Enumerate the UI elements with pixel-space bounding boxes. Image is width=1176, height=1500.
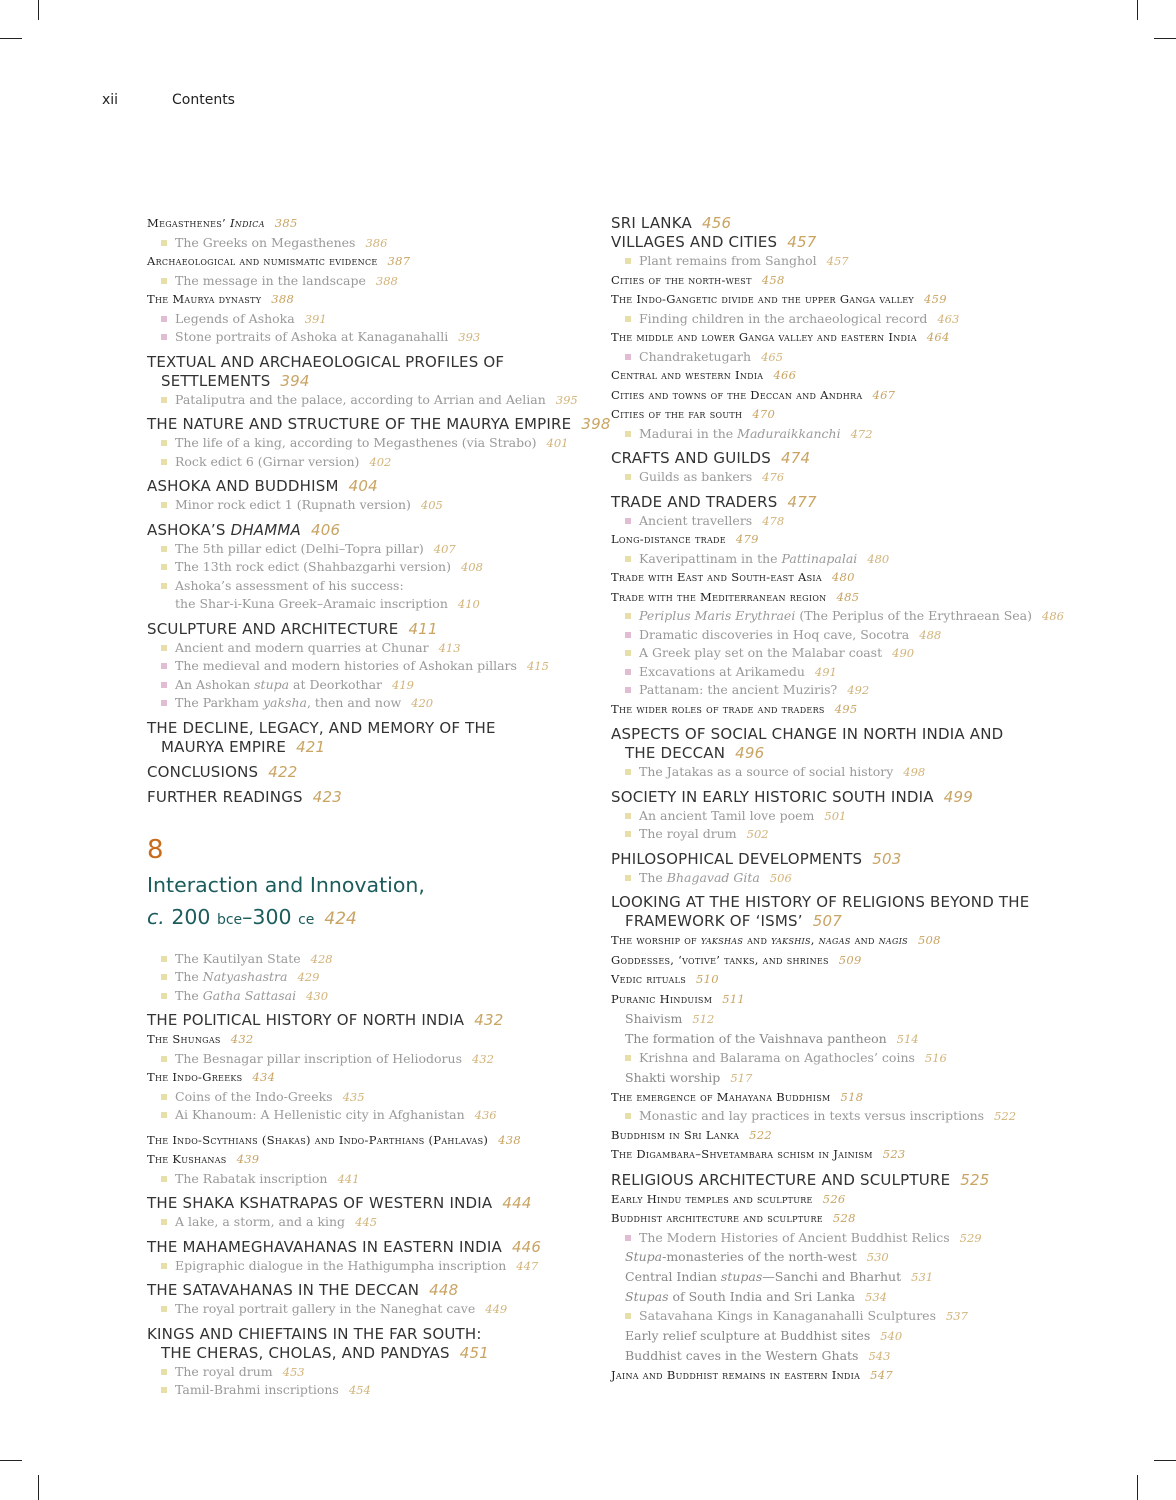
toc-box-entry[interactable]: Guilds as bankers 476 bbox=[611, 468, 1031, 487]
toc-box-entry[interactable]: Ai Khanoum: A Hellenistic city in Afghanistan 436 bbox=[147, 1106, 577, 1125]
bullet-icon bbox=[161, 1387, 167, 1393]
toc-section[interactable]: LOOKING AT THE HISTORY OF RELIGIONS BEYOND THE FRAMEWORK OF ‘ISMS’ 507 bbox=[611, 893, 1030, 930]
crop-mark bbox=[38, 1475, 39, 1500]
bullet-icon bbox=[625, 831, 631, 837]
bullet-icon bbox=[625, 556, 631, 562]
toc-section[interactable]: THE SHAKA KSHATRAPAS OF WESTERN INDIA 444 bbox=[147, 1194, 532, 1212]
toc-entry[interactable]: Buddhist architecture and sculpture 528 bbox=[611, 1211, 856, 1225]
toc-entry[interactable]: The emergence of Mahayana Buddhism 518 bbox=[611, 1089, 864, 1104]
crop-mark bbox=[1137, 0, 1138, 20]
bullet-icon bbox=[161, 459, 167, 465]
toc-subentry[interactable]: Shakti worship 517 bbox=[625, 1069, 753, 1085]
bullet-icon bbox=[161, 974, 167, 980]
toc-entry[interactable]: Vedic rituals 510 bbox=[611, 972, 719, 986]
toc-box-entry[interactable]: Ashoka’s assessment of his success: the Shar-i-Kuna Greek–Aramaic inscription 410 bbox=[147, 577, 577, 614]
bullet-icon bbox=[161, 397, 167, 403]
toc-entry[interactable]: Long-distance trade 479 bbox=[611, 532, 759, 546]
bullet-icon bbox=[625, 669, 631, 675]
toc-section[interactable]: SOCIETY IN EARLY HISTORIC SOUTH INDIA 499 bbox=[611, 787, 973, 806]
toc-section[interactable]: THE DECLINE, LEGACY, AND MEMORY OF THE MAURYA EMPIRE 421 bbox=[147, 718, 496, 756]
bullet-icon bbox=[161, 278, 167, 284]
folio: xii bbox=[102, 92, 119, 108]
toc-box-entry[interactable]: The Modern Histories of Ancient Buddhist Relics 529 bbox=[611, 1229, 1031, 1248]
toc-section[interactable]: THE POLITICAL HISTORY OF NORTH INDIA 432 bbox=[147, 1011, 504, 1029]
chapter-number: 8 bbox=[147, 834, 164, 865]
toc-box-entry[interactable]: The Rabatak inscription 441 bbox=[147, 1170, 577, 1189]
bullet-icon bbox=[161, 240, 167, 246]
toc-section[interactable]: FURTHER READINGS 423 bbox=[147, 787, 342, 806]
toc-box-entry[interactable]: Chandraketugarh 465 bbox=[611, 348, 1031, 367]
toc-entry[interactable]: Goddesses, ‘votive’ tanks, and shrines 509 bbox=[611, 952, 862, 967]
toc-box-entry[interactable]: Krishna and Balarama on Agathocles’ coins 516 bbox=[611, 1049, 1031, 1068]
toc-box-entry[interactable]: Kaveripattinam in the Pattinapalai 480 bbox=[611, 550, 1031, 569]
bullet-icon bbox=[161, 645, 167, 651]
bullet-icon bbox=[625, 354, 631, 360]
bullet-icon bbox=[161, 993, 167, 999]
toc-box-entry[interactable]: Coins of the Indo-Greeks 435 bbox=[147, 1088, 577, 1107]
toc-box-entry[interactable]: Legends of Ashoka 391 bbox=[147, 310, 577, 329]
toc-box-entry[interactable]: The Besnagar pillar inscription of Heliodorus 432 bbox=[147, 1050, 577, 1069]
toc-box-entry[interactable]: Tamil-Brahmi inscriptions 454 bbox=[147, 1381, 577, 1400]
bullet-icon bbox=[161, 1219, 167, 1225]
toc-section[interactable]: PHILOSOPHICAL DEVELOPMENTS 503 bbox=[611, 849, 902, 868]
bullet-icon bbox=[161, 1094, 167, 1100]
bullet-icon bbox=[625, 1113, 631, 1119]
bullet-icon bbox=[161, 1176, 167, 1182]
toc-box-entry[interactable]: The medieval and modern histories of Ashokan pillars 415 bbox=[147, 657, 577, 676]
toc-box-entry[interactable]: Monastic and lay practices in texts versus inscriptions 522 bbox=[611, 1107, 1031, 1126]
toc-entry[interactable]: Cities of the north-west 458 bbox=[611, 272, 785, 287]
toc-entry[interactable]: The Kushanas 439 bbox=[147, 1152, 260, 1166]
bullet-icon bbox=[161, 956, 167, 962]
toc-box-entry[interactable]: The 5th pillar edict (Delhi–Topra pillar) 407 bbox=[147, 540, 577, 559]
crop-mark bbox=[38, 0, 39, 20]
toc-box-entry[interactable]: Excavations at Arikamedu 491 bbox=[611, 663, 1031, 682]
toc-box-entry[interactable]: The royal drum 502 bbox=[611, 825, 1031, 844]
toc-box-entry[interactable]: Rock edict 6 (Girnar version) 402 bbox=[147, 453, 577, 472]
bullet-icon bbox=[161, 1112, 167, 1118]
toc-entry[interactable]: Trade with East and South-east Asia 480 bbox=[611, 570, 855, 584]
toc-section[interactable]: CRAFTS AND GUILDS 474 bbox=[611, 449, 811, 467]
bullet-icon bbox=[625, 1313, 631, 1319]
toc-subentry[interactable]: Stupas of South India and Sri Lanka 534 bbox=[625, 1289, 887, 1304]
crop-mark bbox=[0, 1460, 22, 1461]
toc-box-entry[interactable]: The Greeks on Megasthenes 386 bbox=[147, 234, 577, 253]
toc-subentry[interactable]: Central Indian stupas—Sanchi and Bharhut 531 bbox=[625, 1269, 934, 1284]
toc-section[interactable]: ASHOKA’S DHAMMA 406 bbox=[147, 520, 341, 539]
toc-subentry[interactable]: Stupa-monasteries of the north-west 530 bbox=[625, 1249, 889, 1264]
toc-subentry[interactable]: Buddhist caves in the Western Ghats 543 bbox=[625, 1347, 891, 1363]
toc-box-entry[interactable]: Plant remains from Sanghol 457 bbox=[611, 252, 1031, 271]
toc-entry[interactable]: Jaina and Buddhist remains in eastern India 547 bbox=[611, 1367, 894, 1382]
toc-box-entry[interactable]: Minor rock edict 1 (Rupnath version) 405 bbox=[147, 496, 577, 515]
toc-box-entry[interactable]: The Natyashastra 429 bbox=[147, 968, 577, 987]
toc-box-entry[interactable]: The life of a king, according to Megasthenes (via Strabo) 401 bbox=[147, 434, 577, 453]
toc-box-entry[interactable]: A Greek play set on the Malabar coast 490 bbox=[611, 644, 1031, 663]
crop-mark bbox=[1137, 1475, 1138, 1500]
toc-box-entry[interactable]: The Kautilyan State 428 bbox=[147, 950, 577, 969]
bullet-icon bbox=[161, 546, 167, 552]
toc-entry[interactable]: Puranic Hinduism 511 bbox=[611, 991, 746, 1006]
bullet-icon bbox=[625, 258, 631, 264]
bullet-icon bbox=[625, 687, 631, 693]
chapter-title[interactable]: Interaction and Innovation, c. 200 bce–300 ce 424 bbox=[147, 872, 425, 929]
bullet-icon bbox=[161, 663, 167, 669]
bullet-icon bbox=[161, 583, 167, 589]
bullet-icon bbox=[161, 1056, 167, 1062]
toc-box-entry[interactable]: The Jatakas as a source of social history 498 bbox=[611, 763, 1031, 782]
bullet-icon bbox=[161, 1369, 167, 1375]
bullet-icon bbox=[161, 1263, 167, 1269]
toc-subentry[interactable]: Shaivism 512 bbox=[625, 1011, 715, 1026]
running-title: Contents bbox=[172, 92, 235, 108]
toc-entry[interactable]: The Indo-Gangetic divide and the upper Ganga valley 459 bbox=[611, 292, 947, 306]
bullet-icon bbox=[161, 1306, 167, 1312]
toc-box-entry[interactable]: Pataliputra and the palace, according to Arrian and Aelian 395 bbox=[147, 391, 577, 410]
bullet-icon bbox=[625, 813, 631, 819]
bullet-icon bbox=[161, 502, 167, 508]
crop-mark bbox=[1154, 38, 1176, 39]
toc-box-entry[interactable]: A lake, a storm, and a king 445 bbox=[147, 1213, 577, 1232]
toc-box-entry[interactable]: The royal portrait gallery in the Naneghat cave 449 bbox=[147, 1300, 577, 1319]
toc-box-entry[interactable]: Epigraphic dialogue in the Hathigumpha inscription 447 bbox=[147, 1257, 577, 1276]
toc-section[interactable]: VILLAGES AND CITIES 457 bbox=[611, 233, 817, 251]
running-head bbox=[102, 92, 235, 108]
toc-entry[interactable]: The Shungas 432 bbox=[147, 1032, 254, 1046]
toc-subentry[interactable]: Early relief sculpture at Buddhist sites 540 bbox=[625, 1327, 903, 1343]
toc-box-entry[interactable]: The Bhagavad Gita 506 bbox=[611, 869, 1031, 888]
toc-box-entry[interactable]: The royal drum 453 bbox=[147, 1363, 577, 1382]
toc-left-column bbox=[147, 214, 611, 1400]
toc-section[interactable]: ASPECTS OF SOCIAL CHANGE IN NORTH INDIA AND THE DECCAN 496 bbox=[611, 725, 1004, 762]
toc-entry[interactable]: The Maurya dynasty 388 bbox=[147, 292, 295, 306]
toc-box-entry[interactable]: The Gatha Sattasai 430 bbox=[147, 987, 577, 1006]
bullet-icon bbox=[625, 769, 631, 775]
bullet-icon bbox=[625, 1235, 631, 1241]
crop-mark bbox=[0, 38, 22, 39]
toc-section[interactable]: THE SATAVAHANAS IN THE DECCAN 448 bbox=[147, 1281, 459, 1299]
bullet-icon bbox=[625, 632, 631, 638]
bullet-icon bbox=[161, 334, 167, 340]
toc-box-entry[interactable]: The message in the landscape 388 bbox=[147, 272, 577, 291]
bullet-icon bbox=[161, 564, 167, 570]
bullet-icon bbox=[625, 875, 631, 881]
toc-section[interactable]: TRADE AND TRADERS 477 bbox=[611, 492, 817, 511]
toc-section[interactable]: SCULPTURE AND ARCHITECTURE 411 bbox=[147, 619, 438, 638]
toc-entry[interactable]: Buddhism in Sri Lanka 522 bbox=[611, 1127, 773, 1142]
bullet-icon bbox=[161, 316, 167, 322]
toc-box-entry[interactable]: Stone portraits of Ashoka at Kanaganahalli 393 bbox=[147, 328, 577, 347]
bullet-icon bbox=[625, 518, 631, 524]
toc-entry[interactable]: The worship of yakshas and yakshis, nagas and nagis 508 bbox=[611, 933, 941, 947]
toc-section[interactable]: CONCLUSIONS 422 bbox=[147, 762, 298, 781]
bullet-icon bbox=[625, 650, 631, 656]
bullet-icon bbox=[625, 316, 631, 322]
toc-section[interactable]: KINGS AND CHIEFTAINS IN THE FAR SOUTH: THE CHERAS, CHOLAS, AND PANDYAS 451 bbox=[147, 1324, 489, 1362]
toc-section[interactable]: RELIGIOUS ARCHITECTURE AND SCULPTURE 525 bbox=[611, 1170, 990, 1189]
bullet-icon bbox=[625, 1055, 631, 1061]
bullet-icon bbox=[625, 431, 631, 437]
toc-entry[interactable]: Megasthenes’ Indica 385 bbox=[147, 216, 298, 230]
toc-entry[interactable]: Cities of the far south 470 bbox=[611, 407, 776, 421]
toc-entry[interactable]: The Indo-Greeks 434 bbox=[147, 1070, 276, 1084]
bullet-icon bbox=[161, 682, 167, 688]
toc-box-entry[interactable]: An ancient Tamil love poem 501 bbox=[611, 807, 1031, 826]
bullet-icon bbox=[625, 474, 631, 480]
toc-section[interactable]: ASHOKA AND BUDDHISM 404 bbox=[147, 477, 378, 495]
toc-entry[interactable]: The middle and lower Ganga valley and eastern India 464 bbox=[611, 330, 950, 344]
toc-box-entry[interactable]: Madurai in the Maduraikkanchi 472 bbox=[611, 425, 1031, 444]
toc-entry[interactable]: Trade with the Mediterranean region 485 bbox=[611, 589, 860, 604]
toc-box-entry[interactable]: Dramatic discoveries in Hoq cave, Socotra 488 bbox=[611, 626, 1031, 645]
bullet-icon bbox=[161, 440, 167, 446]
toc-box-entry[interactable]: An Ashokan stupa at Deorkothar 419 bbox=[147, 676, 577, 695]
toc-entry[interactable]: The Indo-Scythians (Shakas) and Indo-Parthians (Pahlavas) 438 bbox=[147, 1132, 522, 1147]
toc-box-entry[interactable]: Ancient travellers 478 bbox=[611, 512, 1031, 531]
bullet-icon bbox=[161, 700, 167, 706]
toc-subentry[interactable]: The formation of the Vaishnava pantheon 514 bbox=[625, 1031, 919, 1046]
toc-section[interactable]: SRI LANKA 456 bbox=[611, 214, 732, 232]
toc-box-entry[interactable]: The Parkham yaksha, then and now 420 bbox=[147, 694, 577, 713]
toc-box-entry[interactable]: Periplus Maris Erythraei (The Periplus of the Erythraean Sea) 486 bbox=[611, 607, 1031, 626]
toc-box-entry[interactable]: Ancient and modern quarries at Chunar 413 bbox=[147, 639, 577, 658]
toc-entry[interactable]: The wider roles of trade and traders 495 bbox=[611, 701, 858, 716]
toc-box-entry[interactable]: Pattanam: the ancient Muziris? 492 bbox=[611, 681, 1031, 700]
bullet-icon bbox=[625, 613, 631, 619]
toc-entry[interactable]: The Digambara–Shvetambara schism in Jainism 523 bbox=[611, 1147, 906, 1161]
toc-section[interactable]: THE MAHAMEGHAVAHANAS IN EASTERN INDIA 446 bbox=[147, 1237, 542, 1256]
toc-box-entry[interactable]: Finding children in the archaeological record 463 bbox=[611, 310, 1031, 329]
toc-entry[interactable]: Cities and towns of the Deccan and Andhra 467 bbox=[611, 387, 896, 402]
toc-right-column bbox=[611, 214, 1064, 1385]
toc-box-entry[interactable]: Satavahana Kings in Kanaganahalli Sculptures 537 bbox=[611, 1307, 1031, 1326]
toc-entry[interactable]: Archaeological and numismatic evidence 387 bbox=[147, 254, 411, 268]
toc-entry[interactable]: Early Hindu temples and sculpture 526 bbox=[611, 1191, 846, 1206]
toc-section[interactable]: TEXTUAL AND ARCHAEOLOGICAL PROFILES OF SETTLEMENTS 394 bbox=[147, 352, 505, 390]
crop-mark bbox=[1154, 1460, 1176, 1461]
toc-section[interactable]: THE NATURE AND STRUCTURE OF THE MAURYA EMPIRE 398 bbox=[147, 415, 611, 433]
toc-box-entry[interactable]: The 13th rock edict (Shahbazgarhi version) 408 bbox=[147, 558, 577, 577]
toc-entry[interactable]: Central and western India 466 bbox=[611, 368, 797, 382]
